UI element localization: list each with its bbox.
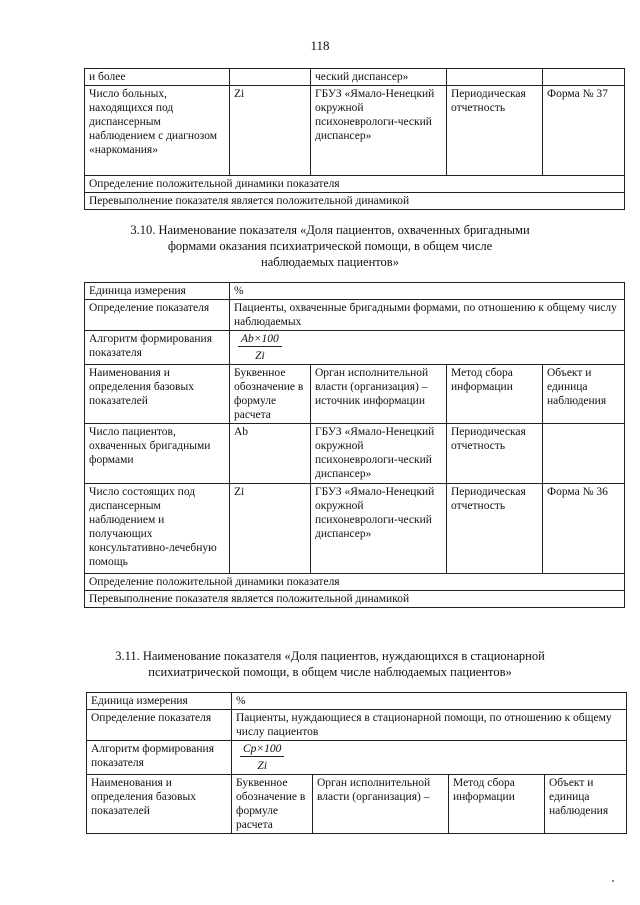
table-row <box>87 741 627 775</box>
formula-denominator: Zi <box>255 350 265 362</box>
page-number: 118 <box>310 38 330 53</box>
algorithm-label: Алгоритм формирования показателя <box>85 331 230 365</box>
cell-object: Форма № 37 <box>543 86 625 176</box>
cell-organ: ГБУЗ «Ямало-Ненецкий окружной психоневрологи-ческий диспансер» <box>311 86 447 176</box>
cell-organ: ГБУЗ «Ямало-Ненецкий окружной психоневрологи-ческий диспансер» <box>311 424 447 484</box>
table-row <box>85 86 625 176</box>
cell-object <box>543 424 625 484</box>
formula-numerator: Cp×100 <box>240 742 284 757</box>
table-row <box>87 710 627 741</box>
cell-method: Периодическая отчетность <box>447 86 543 176</box>
definition-value: Пациенты, нуждающиеся в стационарной помощи, по отношению к общему числу пациентов <box>232 710 627 741</box>
overfulfillment-row: Перевыполнение показателя является положительной динамикой <box>85 193 625 210</box>
header-organ: Орган исполнительной власти (организация) – <box>313 775 449 834</box>
section-3-10-title: 3.10. Наименование показателя «Доля пациентов, охваченных бригадными формами оказания психиатрической помощи, в общем числе наблюдаемых пациентов» <box>130 223 530 269</box>
table-row <box>85 300 625 331</box>
dynamics-row: Определение положительной динамики показателя <box>85 574 625 591</box>
header-object: Объект и единица наблюдения <box>543 365 625 424</box>
cell-letter: Zi <box>230 484 311 574</box>
cell-name: Число состоящих под диспансерным наблюдением и получающих консультативно-лечебную помощь <box>85 484 230 574</box>
dynamics-row: Определение положительной динамики показателя <box>85 176 625 193</box>
formula-numerator: Ab×100 <box>238 332 282 347</box>
header-object: Объект и единица наблюдения <box>545 775 627 834</box>
formula-fraction <box>238 332 282 363</box>
definition-label: Определение показателя <box>87 710 232 741</box>
formula <box>232 741 627 775</box>
table-3-11 <box>86 692 627 834</box>
cell-name: и более <box>85 69 230 86</box>
table-header-row <box>85 365 625 424</box>
algorithm-label: Алгоритм формирования показателя <box>87 741 232 775</box>
formula-fraction <box>240 742 284 773</box>
cell-letter: Zi <box>230 86 311 176</box>
header-organ: Орган исполнительной власти (организация) – источник информации <box>311 365 447 424</box>
table-row <box>85 176 625 193</box>
unit-value: % <box>232 693 627 710</box>
header-name: Наименования и определения базовых показателей <box>85 365 230 424</box>
cell-name: Число пациентов, охваченных бригадными формами <box>85 424 230 484</box>
scan-speck <box>612 880 614 882</box>
formula-denominator: Zi <box>257 760 268 772</box>
table-row <box>85 484 625 574</box>
header-name: Наименования и определения базовых показателей <box>87 775 232 834</box>
section-3-11-title: 3.11. Наименование показателя «Доля пациентов, нуждающихся в стационарной психиатрической помощи, в общем числе наблюдаемых пациентов» <box>115 649 545 679</box>
table-3-10 <box>84 282 625 608</box>
cell-organ: ГБУЗ «Ямало-Ненецкий окружной психоневрологи-ческий диспансер» <box>311 484 447 574</box>
cell-method: Периодическая отчетность <box>447 484 543 574</box>
header-method: Метод сбора информации <box>449 775 545 834</box>
cell-letter: Ab <box>230 424 311 484</box>
table-row <box>85 69 625 86</box>
table-row <box>87 693 627 710</box>
table-header-row <box>87 775 627 834</box>
cell-method: Периодическая отчетность <box>447 424 543 484</box>
header-letter: Буквенное обозначение в формуле расчета <box>230 365 311 424</box>
overfulfillment-row: Перевыполнение показателя является положительной динамикой <box>85 591 625 608</box>
definition-label: Определение показателя <box>85 300 230 331</box>
definition-value: Пациенты, охваченные бригадными формами, по отношению к общему числу наблюдаемых <box>230 300 625 331</box>
header-method: Метод сбора информации <box>447 365 543 424</box>
cell-object: Форма № 36 <box>543 484 625 574</box>
table-row <box>85 424 625 484</box>
unit-value: % <box>230 283 625 300</box>
unit-label: Единица измерения <box>85 283 230 300</box>
table-row <box>85 591 625 608</box>
cell-organ: ческий диспансер» <box>311 69 447 86</box>
table-row <box>85 331 625 365</box>
table-row <box>85 283 625 300</box>
formula <box>230 331 625 365</box>
table-row <box>85 193 625 210</box>
table-continuation <box>84 68 625 210</box>
unit-label: Единица измерения <box>87 693 232 710</box>
header-letter: Буквенное обозначение в формуле расчета <box>232 775 313 834</box>
table-row <box>85 574 625 591</box>
cell-name: Число больных, находящихся под диспансерным наблюдением с диагнозом «наркомания» <box>85 86 230 176</box>
